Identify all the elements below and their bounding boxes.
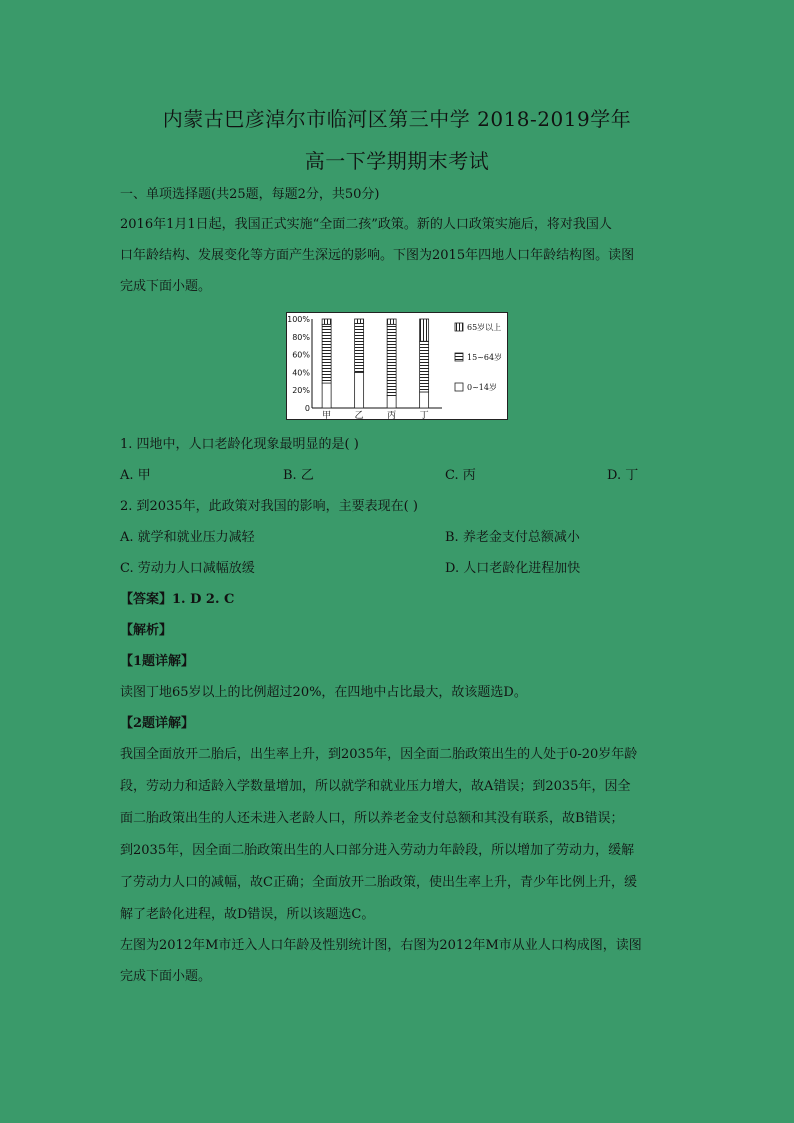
- legend-swatch: [455, 323, 463, 331]
- sub1-text: 读图丁地65岁以上的比例超过20%，在四地中占比最大，故该题选D。: [120, 685, 527, 700]
- q1-option-a: A. 甲: [120, 468, 151, 483]
- y-tick-label: 20%: [292, 386, 310, 396]
- sub1-heading: 【1题详解】: [120, 654, 195, 669]
- q2-option-a: A. 就学和就业压力减轻: [120, 530, 255, 545]
- sub2-heading: 【2题详解】: [120, 716, 195, 731]
- intro-line-2: 口年龄结构、发展变化等方面产生深远的影响。下图为2015年四地人口年龄结构图。读图: [120, 248, 635, 263]
- analysis-heading: 【解析】: [120, 623, 173, 638]
- y-tick-label: 40%: [292, 368, 310, 378]
- sub2-text-6: 解了老龄化进程，故D错误，所以该题选C。: [120, 907, 375, 922]
- bar-segment: [322, 319, 331, 324]
- question-1: 1. 四地中，人口老龄化现象最明显的是( ): [120, 437, 359, 452]
- x-category-label: 乙: [354, 411, 364, 421]
- sub2-text-1: 我国全面放开二胎后，出生率上升，到2035年，因全面二胎政策出生的人处于0-20岁年龄: [120, 747, 638, 762]
- bar-segment: [322, 383, 331, 408]
- bar-segment: [420, 341, 429, 392]
- intro-line-1: 2016年1月1日起，我国正式实施“全面二孩”政策。新的人口政策实施后，将对我国人: [120, 217, 612, 232]
- sub2-text-3: 面二胎政策出生的人还未进入老龄人口，所以养老金支付总额和其没有联系，故B错误；: [120, 811, 624, 826]
- bar-segment: [355, 319, 364, 323]
- y-tick-label: 80%: [292, 332, 310, 342]
- legend-label: 15~64岁: [467, 353, 503, 362]
- bar-segment: [387, 319, 396, 324]
- legend-label: 0~14岁: [467, 383, 497, 392]
- bar-segment: [420, 392, 429, 408]
- bar-segment: [387, 396, 396, 408]
- bar-segment: [387, 324, 396, 395]
- legend-swatch: [455, 353, 463, 361]
- q1-option-c: C. 丙: [445, 468, 476, 483]
- bar-segment: [355, 372, 364, 408]
- next-intro-1: 左图为2012年M市迁入人口年龄及性别统计图，右图为2012年M市从业人口构成图，读图: [120, 938, 642, 953]
- q1-option-b: B. 乙: [283, 468, 314, 483]
- q1-option-d: D. 丁: [607, 468, 639, 483]
- bar-segment: [322, 324, 331, 383]
- y-tick-label: 60%: [292, 350, 310, 360]
- q2-option-b: B. 养老金支付总额减小: [445, 530, 580, 545]
- sub2-text-4: 到2035年，因全面二胎政策出生的人口部分进入劳动力年龄段，所以增加了劳动力，缓解: [120, 843, 635, 858]
- intro-line-3: 完成下面小题。: [120, 279, 212, 294]
- answer-line: 【答案】1. D 2. C: [120, 592, 235, 607]
- age-structure-chart: [286, 312, 508, 420]
- sub2-text-5: 了劳动力人口的减幅，故C正确；全面放开二胎政策，使出生率上升，青少年比例上升，缓: [120, 875, 637, 890]
- doc-title-line2: 高一下学期期末考试: [304, 149, 490, 173]
- legend-label: 65岁以上: [467, 323, 502, 332]
- x-category-label: 甲: [322, 411, 332, 421]
- bar-segment: [355, 323, 364, 372]
- section-heading: 一、单项选择题(共25题，每题2分，共50分): [120, 187, 380, 202]
- sub2-text-2: 段，劳动力和适龄入学数量增加，所以就学和就业压力增大，故A错误；到2035年，因全: [120, 779, 631, 794]
- y-tick-label: 0: [304, 404, 310, 413]
- legend-swatch: [455, 383, 463, 391]
- doc-title-line1: 内蒙古巴彦淖尔市临河区第三中学 2018-2019学年: [162, 107, 632, 131]
- q2-option-c: C. 劳动力人口减幅放缓: [120, 561, 255, 576]
- y-tick-label: 100%: [287, 315, 310, 324]
- question-2: 2. 到2035年，此政策对我国的影响，主要表现在( ): [120, 499, 418, 514]
- bar-segment: [420, 319, 429, 341]
- x-category-label: 丙: [387, 411, 397, 421]
- x-category-label: 丁: [419, 411, 429, 421]
- next-intro-2: 完成下面小题。: [120, 969, 212, 984]
- q2-option-d: D. 人口老龄化进程加快: [445, 561, 581, 576]
